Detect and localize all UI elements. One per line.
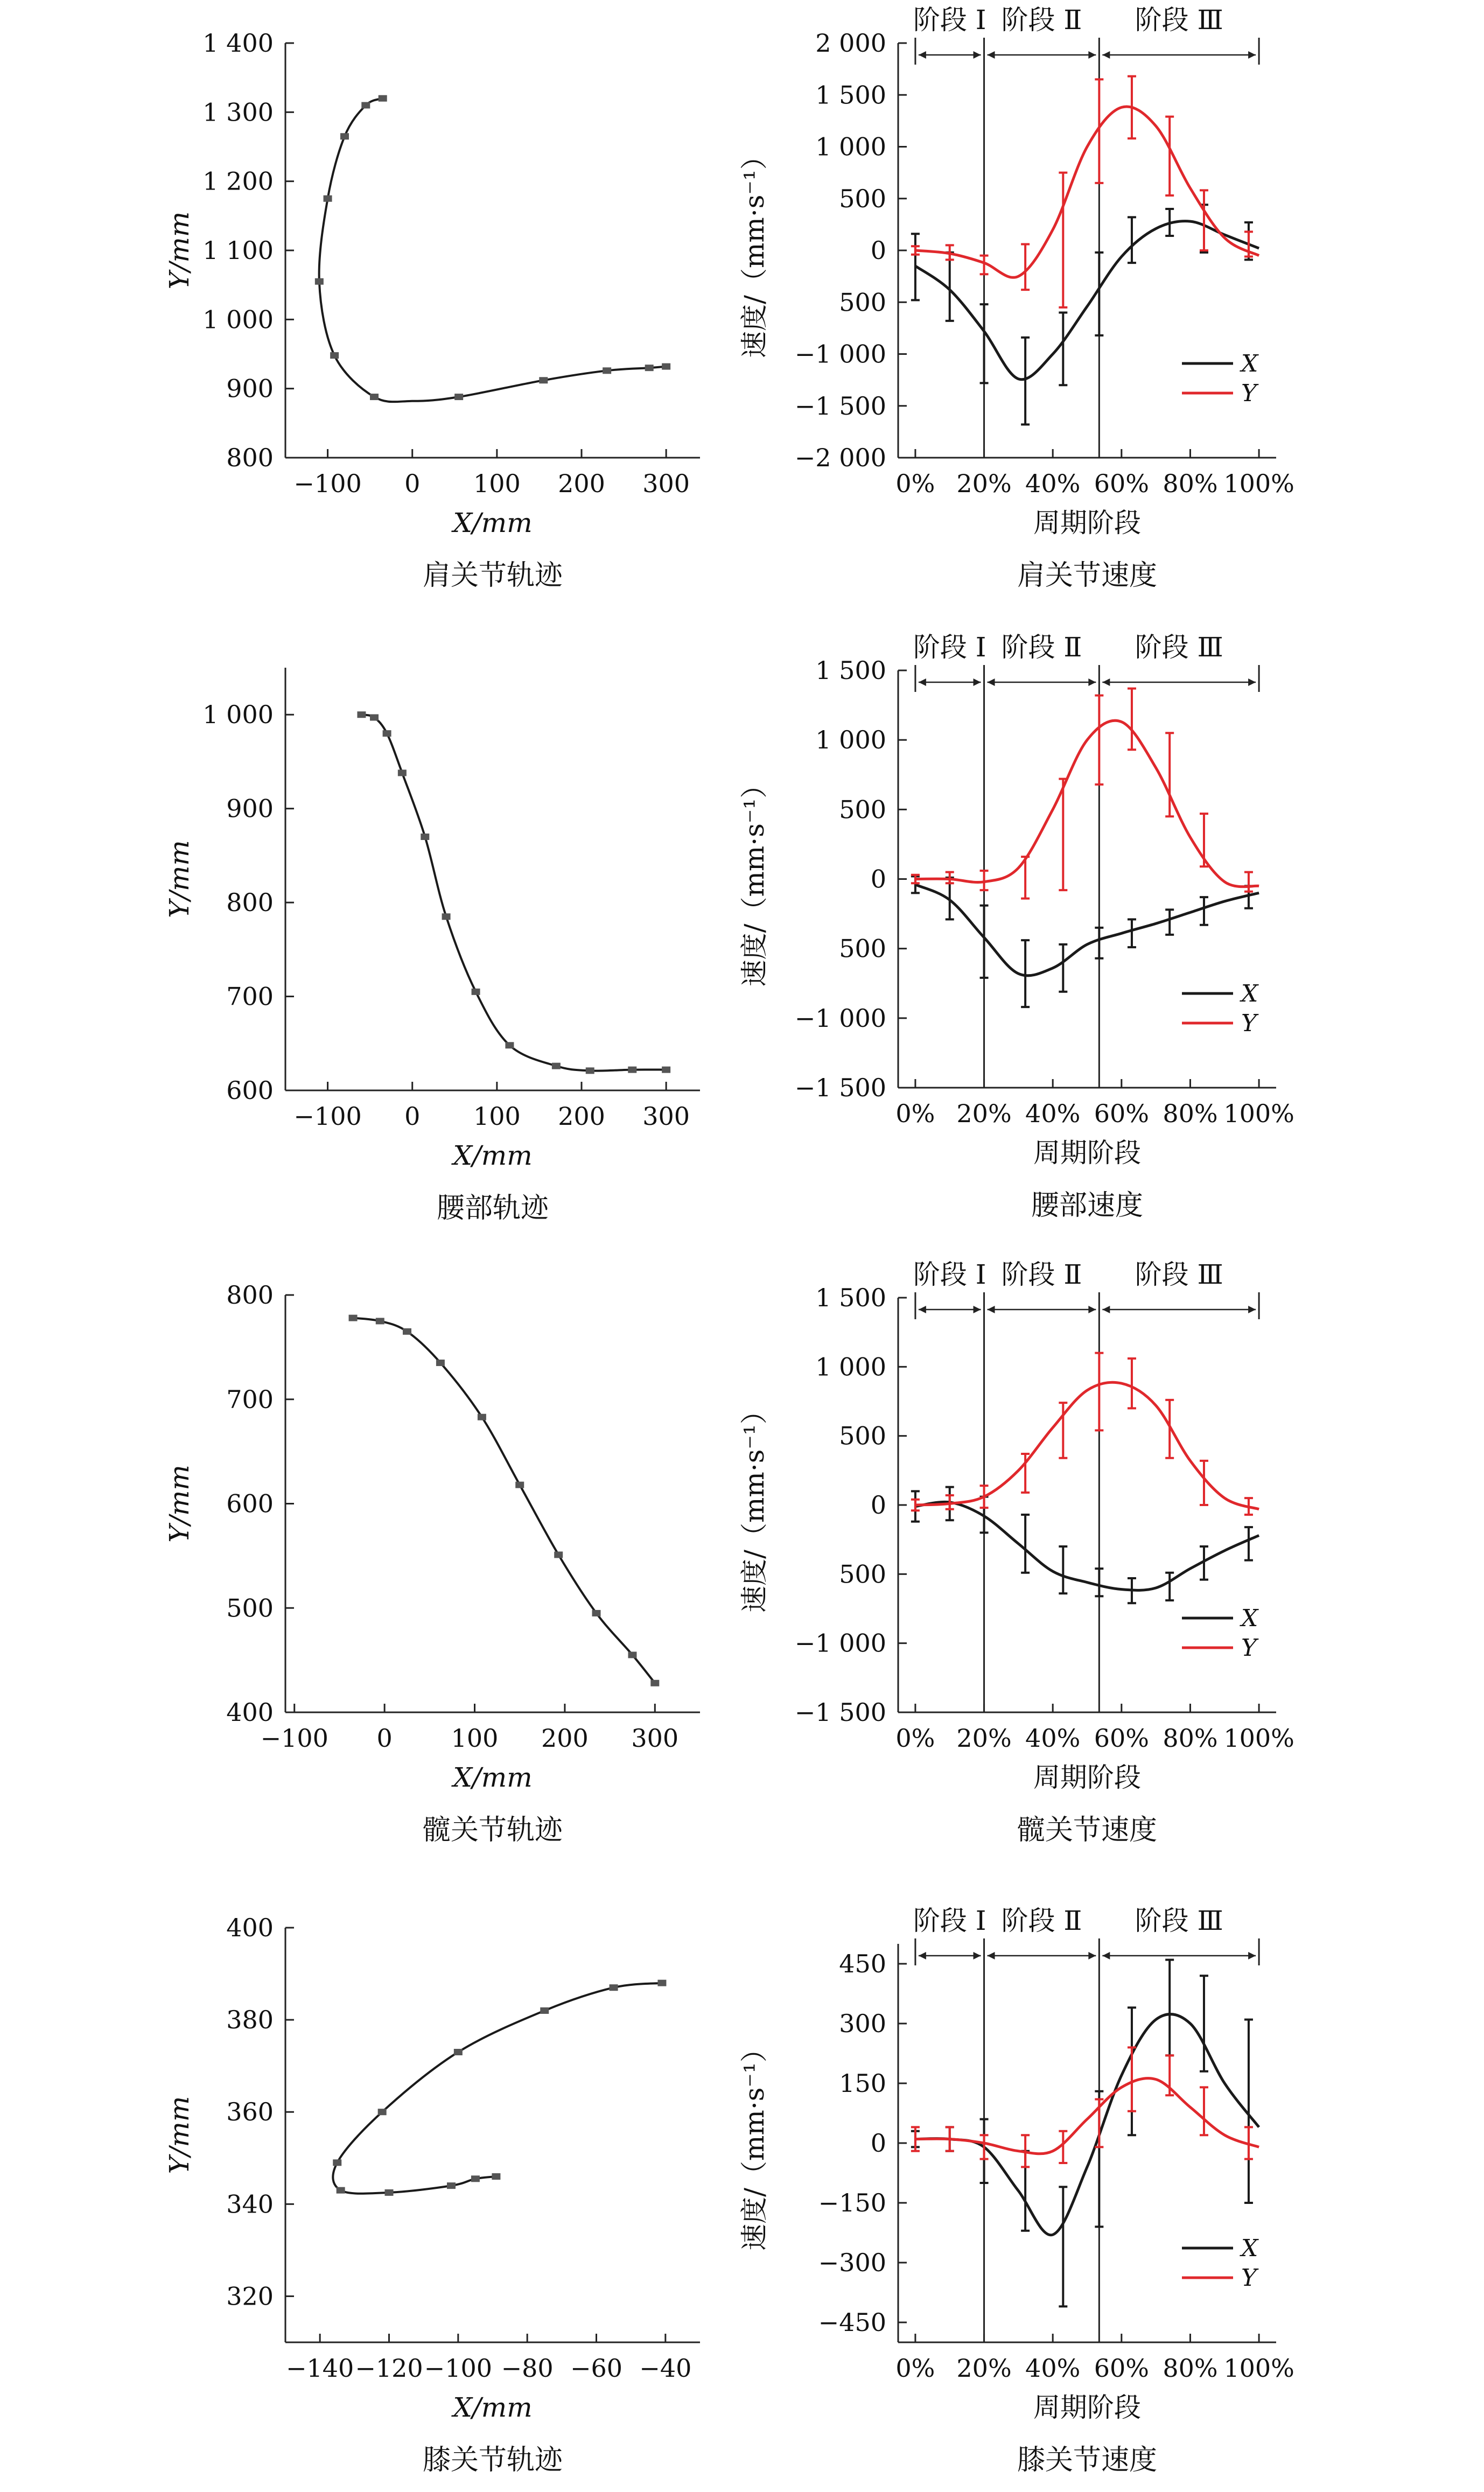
phase-arrowhead bbox=[1248, 51, 1256, 59]
trajectory-marker bbox=[472, 989, 480, 995]
y-tick-label: −1 000 bbox=[794, 1003, 886, 1033]
chart-panel-3 bbox=[739, 632, 1294, 1222]
y-tick-label: 500 bbox=[839, 184, 886, 213]
y-tick-label: −1 000 bbox=[794, 1628, 886, 1658]
x-tick-label: −140 bbox=[285, 2354, 354, 2383]
x-tick-label: 40% bbox=[1025, 469, 1081, 498]
x-tick-label: 80% bbox=[1163, 2354, 1218, 2383]
x-tick-label: 20% bbox=[956, 469, 1012, 498]
phase-label: 阶段 Ⅲ bbox=[1135, 1905, 1223, 1936]
series-line-y bbox=[915, 720, 1259, 887]
phase-arrowhead bbox=[1248, 678, 1256, 686]
trajectory-marker bbox=[370, 394, 379, 400]
phase-arrowhead bbox=[1088, 678, 1096, 686]
y-tick-label: −1 500 bbox=[794, 391, 886, 421]
x-tick-label: 40% bbox=[1025, 1724, 1081, 1753]
chart-caption: 腰部速度 bbox=[1031, 1189, 1144, 1222]
x-tick-label: 0% bbox=[895, 469, 935, 498]
legend-label: X bbox=[1241, 2235, 1258, 2262]
trajectory-marker bbox=[324, 195, 332, 202]
trajectory-marker bbox=[454, 2049, 463, 2055]
x-tick-label: 100 bbox=[473, 1102, 521, 1131]
x-tick-label: 20% bbox=[956, 1724, 1012, 1753]
x-tick-label: 100% bbox=[1223, 1724, 1294, 1753]
y-axis-label: Y/mm bbox=[164, 2096, 195, 2174]
phase-arrowhead bbox=[974, 678, 981, 686]
phase-label: 阶段 Ⅱ bbox=[1001, 4, 1082, 36]
x-axis-label: 周期阶段 bbox=[1033, 1762, 1141, 1793]
trajectory-marker bbox=[471, 2175, 480, 2182]
phase-arrowhead bbox=[974, 1306, 981, 1313]
trajectory-marker bbox=[385, 2189, 394, 2196]
y-tick-label: 2 000 bbox=[815, 29, 886, 58]
x-tick-label: −120 bbox=[355, 2354, 423, 2383]
trajectory-marker bbox=[645, 365, 654, 371]
x-tick-label: 100% bbox=[1223, 1099, 1294, 1128]
y-tick-label: 360 bbox=[226, 2097, 274, 2127]
legend-label: Y bbox=[1241, 1634, 1257, 1662]
y-tick-label: 1 400 bbox=[202, 29, 274, 58]
x-axis-label: X/mm bbox=[453, 2392, 533, 2423]
phase-arrowhead bbox=[1102, 51, 1110, 59]
phase-arrowhead bbox=[919, 1952, 926, 1959]
phase-label: 阶段 Ⅲ bbox=[1135, 4, 1223, 36]
trajectory-marker bbox=[333, 2159, 341, 2166]
y-tick-label: 800 bbox=[226, 443, 274, 472]
x-tick-label: 40% bbox=[1025, 2354, 1081, 2383]
trajectory-marker bbox=[586, 1067, 594, 1074]
trajectory-marker bbox=[330, 352, 339, 359]
x-axis-label: 周期阶段 bbox=[1033, 2392, 1141, 2423]
trajectory-line bbox=[319, 99, 666, 402]
y-tick-label: 380 bbox=[226, 2005, 274, 2035]
x-axis-label: 周期阶段 bbox=[1033, 507, 1141, 538]
x-axis-label: 周期阶段 bbox=[1033, 1137, 1141, 1168]
trajectory-marker bbox=[315, 278, 324, 285]
x-tick-label: 60% bbox=[1094, 469, 1149, 498]
x-tick-label: 100% bbox=[1223, 2354, 1294, 2383]
trajectory-marker bbox=[603, 367, 611, 374]
x-tick-label: 80% bbox=[1163, 1099, 1218, 1128]
y-tick-label: 300 bbox=[839, 2009, 886, 2038]
x-tick-label: 100 bbox=[473, 469, 521, 498]
y-axis-label: Y/mm bbox=[164, 211, 195, 290]
legend-label: Y bbox=[1241, 1010, 1257, 1037]
phase-arrowhead bbox=[1088, 1306, 1096, 1313]
y-tick-label: 1 500 bbox=[815, 80, 886, 110]
chart-caption: 髋关节速度 bbox=[1017, 1814, 1158, 1846]
phase-label: 阶段 Ⅰ bbox=[913, 1259, 986, 1290]
phase-arrowhead bbox=[1102, 1306, 1110, 1313]
x-tick-label: 20% bbox=[956, 1099, 1012, 1128]
x-tick-label: 60% bbox=[1094, 2354, 1149, 2383]
phase-label: 阶段 Ⅲ bbox=[1135, 1259, 1223, 1290]
y-tick-label: 500 bbox=[839, 1559, 886, 1589]
y-tick-label: 600 bbox=[226, 1076, 274, 1105]
y-axis-label: 速度/（mm·s⁻¹） bbox=[739, 143, 770, 358]
y-tick-label: −1 000 bbox=[794, 339, 886, 369]
trajectory-marker bbox=[650, 1680, 659, 1686]
trajectory-marker bbox=[478, 1414, 486, 1420]
phase-arrowhead bbox=[974, 1952, 981, 1959]
trajectory-marker bbox=[398, 769, 407, 776]
x-tick-label: −60 bbox=[570, 2354, 623, 2383]
x-tick-label: 100 bbox=[451, 1724, 499, 1753]
trajectory-marker bbox=[592, 1610, 601, 1616]
trajectory-marker bbox=[403, 1328, 411, 1335]
trajectory-line bbox=[353, 1318, 655, 1683]
y-axis-label: 速度/（mm·s⁻¹） bbox=[739, 1397, 770, 1613]
x-tick-label: −40 bbox=[639, 2354, 692, 2383]
trajectory-marker bbox=[436, 1360, 445, 1366]
trajectory-marker bbox=[552, 1063, 561, 1069]
series-line-y bbox=[915, 1382, 1259, 1509]
x-axis-label: X/mm bbox=[453, 507, 533, 538]
y-tick-label: 1 000 bbox=[815, 132, 886, 162]
x-tick-label: 300 bbox=[642, 1102, 690, 1131]
phase-label: 阶段 Ⅰ bbox=[913, 4, 986, 36]
x-tick-label: 80% bbox=[1163, 469, 1218, 498]
x-tick-label: 0% bbox=[895, 1724, 935, 1753]
x-tick-label: 100% bbox=[1223, 469, 1294, 498]
trajectory-marker bbox=[361, 102, 370, 109]
x-tick-label: 60% bbox=[1094, 1724, 1149, 1753]
phase-arrowhead bbox=[988, 678, 995, 686]
trajectory-marker bbox=[370, 714, 379, 720]
chart-panel-4 bbox=[164, 1280, 700, 1846]
legend-label: Y bbox=[1241, 2264, 1257, 2292]
trajectory-marker bbox=[442, 913, 451, 920]
trajectory-line bbox=[361, 715, 666, 1070]
phase-label: 阶段 Ⅱ bbox=[1001, 632, 1082, 663]
trajectory-marker bbox=[515, 1482, 524, 1488]
phase-label: 阶段 Ⅰ bbox=[913, 1905, 986, 1936]
y-tick-label: 1 300 bbox=[202, 97, 274, 127]
phase-label: 阶段 Ⅰ bbox=[913, 632, 986, 663]
x-tick-label: 0 bbox=[404, 1102, 421, 1131]
trajectory-marker bbox=[379, 95, 387, 102]
trajectory-marker bbox=[349, 1315, 358, 1321]
y-tick-label: 700 bbox=[226, 982, 274, 1011]
y-tick-label: 0 bbox=[870, 864, 886, 894]
y-axis-label: Y/mm bbox=[164, 1465, 195, 1543]
y-tick-label: 900 bbox=[226, 794, 274, 823]
chart-caption: 肩关节轨迹 bbox=[422, 559, 563, 592]
y-tick-label: 0 bbox=[870, 2129, 886, 2158]
x-tick-label: 20% bbox=[956, 2354, 1012, 2383]
x-axis-label: X/mm bbox=[453, 1762, 533, 1793]
trajectory-marker bbox=[662, 1067, 670, 1073]
y-axis-label: 速度/（mm·s⁻¹） bbox=[739, 771, 770, 987]
y-tick-label: 450 bbox=[839, 1949, 886, 1978]
y-tick-label: 150 bbox=[839, 2069, 886, 2098]
x-tick-label: 200 bbox=[558, 469, 605, 498]
chart-panel-2 bbox=[164, 668, 700, 1224]
y-tick-label: 400 bbox=[226, 1913, 274, 1942]
phase-label: 阶段 Ⅱ bbox=[1001, 1905, 1082, 1936]
trajectory-marker bbox=[662, 363, 670, 370]
x-tick-label: 300 bbox=[631, 1724, 679, 1753]
phase-arrowhead bbox=[1102, 678, 1110, 686]
phase-arrowhead bbox=[1088, 1952, 1096, 1959]
y-tick-label: 800 bbox=[226, 1280, 274, 1310]
legend-label: X bbox=[1241, 980, 1258, 1007]
x-tick-label: 300 bbox=[642, 469, 690, 498]
x-tick-label: −100 bbox=[260, 1724, 328, 1753]
trajectory-marker bbox=[505, 1042, 514, 1048]
trajectory-marker bbox=[340, 133, 349, 139]
y-tick-label: 1 200 bbox=[202, 166, 274, 196]
y-axis-label: Y/mm bbox=[164, 840, 195, 918]
y-tick-label: 1 000 bbox=[202, 305, 274, 334]
y-tick-label: 500 bbox=[839, 934, 886, 963]
phase-arrowhead bbox=[1248, 1952, 1256, 1959]
y-tick-label: 500 bbox=[839, 288, 886, 317]
phase-arrowhead bbox=[919, 51, 926, 59]
y-tick-label: 800 bbox=[226, 888, 274, 918]
x-tick-label: 0 bbox=[404, 469, 421, 498]
trajectory-marker bbox=[628, 1067, 636, 1073]
chart-panel-7 bbox=[739, 1905, 1294, 2476]
phase-arrowhead bbox=[974, 51, 981, 59]
trajectory-marker bbox=[540, 2007, 549, 2014]
trajectory-marker bbox=[454, 394, 463, 400]
y-tick-label: 320 bbox=[226, 2281, 274, 2311]
y-tick-label: 1 000 bbox=[815, 725, 886, 755]
trajectory-marker bbox=[378, 2109, 387, 2115]
x-tick-label: 200 bbox=[541, 1724, 589, 1753]
phase-arrowhead bbox=[988, 51, 995, 59]
trajectory-marker bbox=[539, 377, 548, 383]
legend-label: Y bbox=[1241, 380, 1257, 407]
trajectory-marker bbox=[337, 2187, 345, 2194]
y-tick-label: 600 bbox=[226, 1489, 274, 1518]
phase-arrowhead bbox=[1102, 1952, 1110, 1959]
y-tick-label: 1 500 bbox=[815, 1283, 886, 1312]
chart-panel-0 bbox=[164, 29, 700, 592]
trajectory-marker bbox=[657, 1980, 666, 1986]
trajectory-marker bbox=[492, 2173, 500, 2180]
y-tick-label: 1 500 bbox=[815, 656, 886, 685]
y-tick-label: 700 bbox=[226, 1384, 274, 1414]
trajectory-marker bbox=[554, 1551, 563, 1558]
phase-arrowhead bbox=[919, 678, 926, 686]
x-tick-label: −100 bbox=[293, 469, 362, 498]
chart-panel-1 bbox=[739, 4, 1294, 592]
phase-arrowhead bbox=[988, 1306, 995, 1313]
y-tick-label: 500 bbox=[226, 1593, 274, 1623]
y-tick-label: −150 bbox=[818, 2188, 886, 2217]
x-tick-label: −100 bbox=[424, 2354, 493, 2383]
trajectory-marker bbox=[357, 711, 366, 718]
trajectory-marker bbox=[447, 2182, 456, 2189]
series-line-x bbox=[915, 885, 1259, 976]
trajectory-marker bbox=[376, 1318, 384, 1324]
x-tick-label: −80 bbox=[501, 2354, 554, 2383]
x-tick-label: 0% bbox=[895, 1099, 935, 1128]
y-tick-label: 0 bbox=[870, 1490, 886, 1520]
x-tick-label: −100 bbox=[293, 1102, 362, 1131]
y-tick-label: 1 100 bbox=[202, 236, 274, 265]
x-tick-label: 80% bbox=[1163, 1724, 1218, 1753]
chart-panel-6 bbox=[164, 1913, 700, 2476]
chart-caption: 膝关节轨迹 bbox=[422, 2444, 563, 2476]
phase-arrowhead bbox=[1088, 51, 1096, 59]
trajectory-marker bbox=[383, 730, 391, 737]
x-tick-label: 200 bbox=[558, 1102, 605, 1131]
phase-arrowhead bbox=[1248, 1306, 1256, 1313]
series-line-x bbox=[915, 2014, 1259, 2235]
x-tick-label: 0 bbox=[376, 1724, 393, 1753]
trajectory-marker bbox=[421, 834, 429, 840]
y-tick-label: 900 bbox=[226, 374, 274, 403]
phase-arrowhead bbox=[988, 1952, 995, 1959]
trajectory-line bbox=[333, 1983, 662, 2194]
y-tick-label: 500 bbox=[839, 795, 886, 824]
chart-caption: 膝关节速度 bbox=[1017, 2444, 1158, 2476]
legend-label: X bbox=[1241, 1605, 1258, 1632]
y-tick-label: −450 bbox=[818, 2308, 886, 2337]
y-tick-label: −300 bbox=[818, 2248, 886, 2277]
legend-label: X bbox=[1241, 350, 1258, 377]
phase-label: 阶段 Ⅱ bbox=[1001, 1259, 1082, 1290]
x-tick-label: 60% bbox=[1094, 1099, 1149, 1128]
y-tick-label: −1 500 bbox=[794, 1698, 886, 1727]
trajectory-marker bbox=[628, 1651, 636, 1658]
chart-caption: 腰部轨迹 bbox=[436, 1192, 549, 1224]
chart-panel-5 bbox=[739, 1259, 1294, 1846]
trajectory-marker bbox=[610, 1984, 618, 1991]
y-tick-label: 340 bbox=[226, 2189, 274, 2219]
y-tick-label: 1 000 bbox=[202, 700, 274, 730]
series-line-y bbox=[915, 2078, 1259, 2154]
x-tick-label: 40% bbox=[1025, 1099, 1081, 1128]
x-tick-label: 0% bbox=[895, 2354, 935, 2383]
phase-arrowhead bbox=[919, 1306, 926, 1313]
phase-label: 阶段 Ⅲ bbox=[1135, 632, 1223, 663]
series-line-x bbox=[915, 221, 1259, 380]
y-axis-label: 速度/（mm·s⁻¹） bbox=[739, 2035, 770, 2251]
y-tick-label: −1 500 bbox=[794, 1073, 886, 1102]
y-tick-label: 500 bbox=[839, 1421, 886, 1451]
chart-caption: 髋关节轨迹 bbox=[422, 1814, 563, 1846]
chart-caption: 肩关节速度 bbox=[1017, 559, 1158, 592]
y-tick-label: 0 bbox=[870, 236, 886, 265]
x-axis-label: X/mm bbox=[453, 1140, 533, 1171]
y-tick-label: −2 000 bbox=[794, 443, 886, 472]
y-tick-label: 1 000 bbox=[815, 1352, 886, 1382]
y-tick-label: 400 bbox=[226, 1698, 274, 1727]
